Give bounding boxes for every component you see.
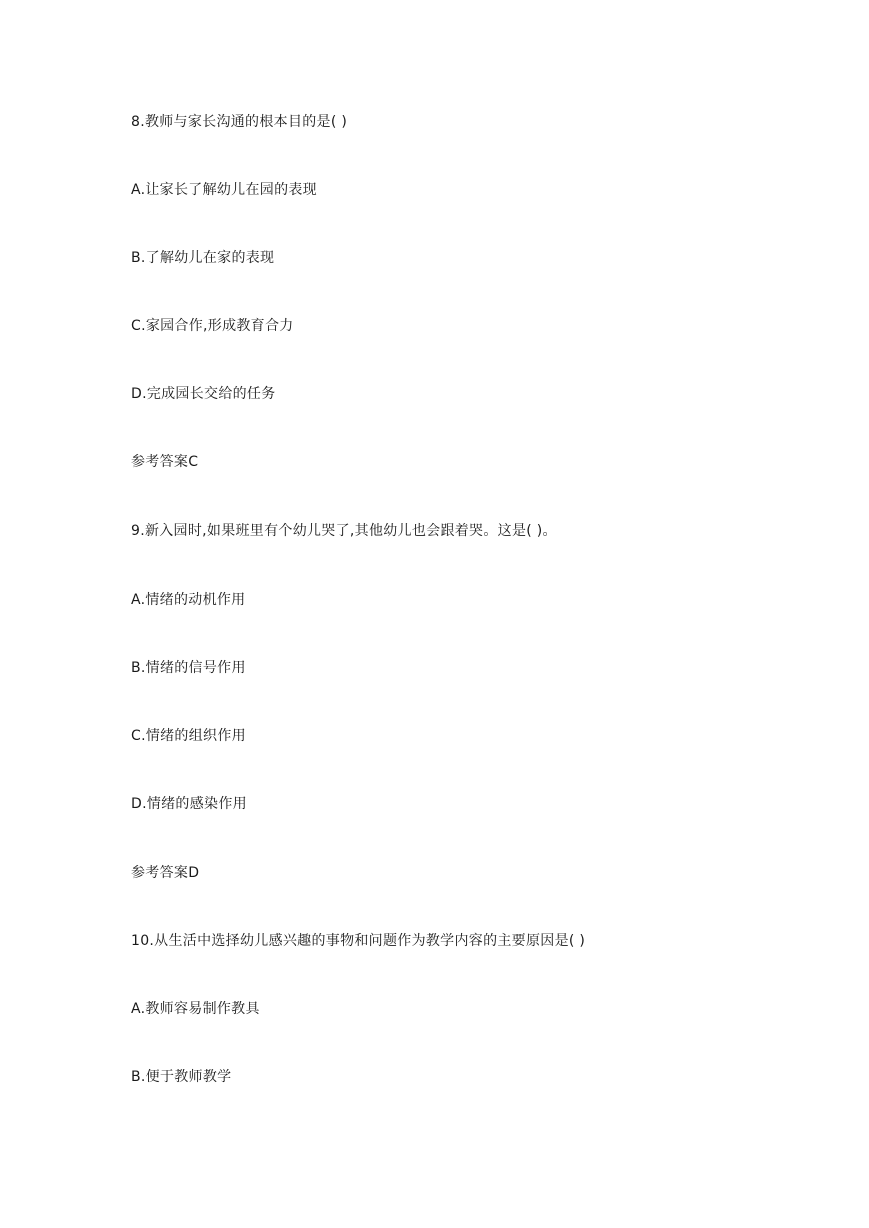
question-9-stem: 9.新入园时,如果班里有个幼儿哭了,其他幼儿也会跟着哭。这是( )。 [131, 523, 557, 539]
question-8-option-a: A.让家长了解幼儿在园的表现 [131, 182, 317, 198]
question-8-option-d: D.完成园长交给的任务 [131, 386, 276, 402]
question-8-option-c: C.家园合作,形成教育合力 [131, 318, 294, 334]
question-9-option-d: D.情绪的感染作用 [131, 796, 247, 812]
question-10-option-b: B.便于教师教学 [131, 1069, 232, 1085]
question-8-stem: 8.教师与家长沟通的根本目的是( ) [131, 114, 348, 130]
question-8-answer: 参考答案C [131, 454, 199, 470]
question-9-option-a: A.情绪的动机作用 [131, 592, 246, 608]
question-9-answer: 参考答案D [131, 865, 200, 881]
question-9-option-c: C.情绪的组织作用 [131, 728, 246, 744]
question-9-option-b: B.情绪的信号作用 [131, 660, 246, 676]
question-8-option-b: B.了解幼儿在家的表现 [131, 250, 275, 266]
question-10-stem: 10.从生活中选择幼儿感兴趣的事物和问题作为教学内容的主要原因是( ) [131, 933, 586, 949]
question-10-option-a: A.教师容易制作教具 [131, 1001, 260, 1017]
